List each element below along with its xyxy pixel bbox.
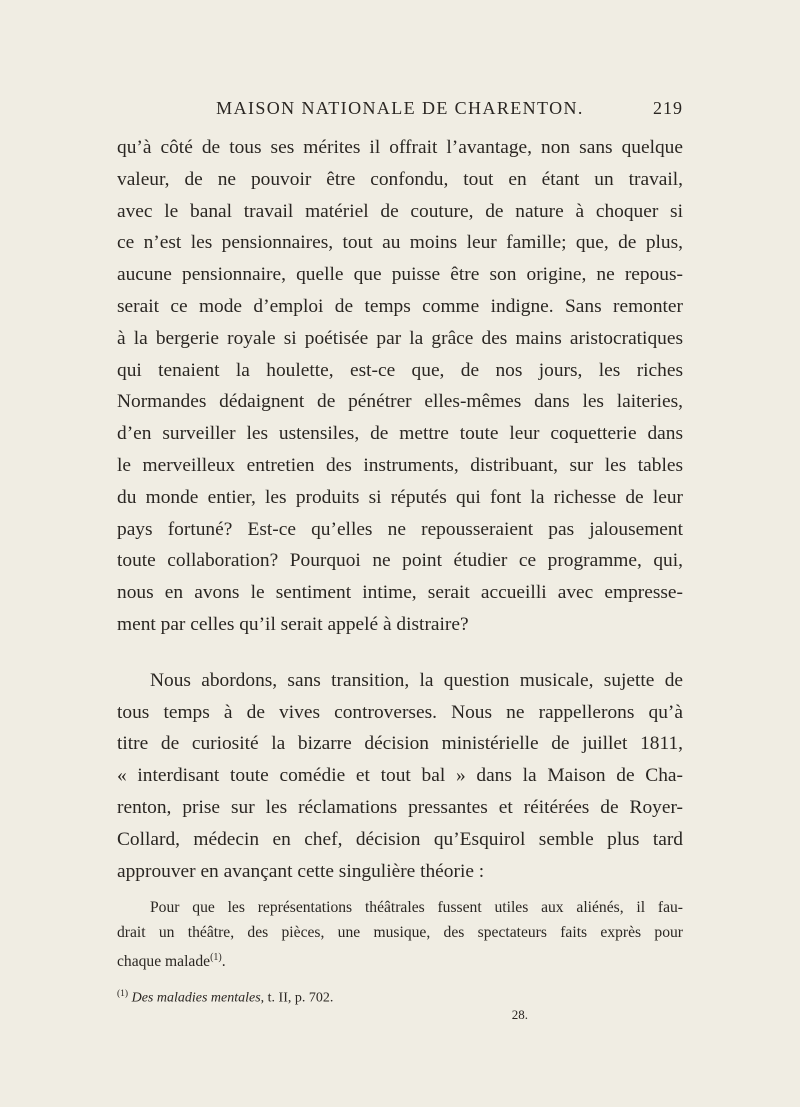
text-line: le merveilleux entretien des instruments, distribuant, sur les tables [117, 454, 683, 476]
text-line: valeur, de ne pouvoir être confondu, tout en étant un travail, [117, 168, 683, 190]
paragraph-1 [117, 132, 683, 641]
text-line: renton, prise sur les réclamations pressantes et réitérées de Royer- [117, 796, 683, 818]
text-line: Normandes dédaignent de pénétrer elles-mêmes dans les laiteries, [117, 391, 683, 413]
paragraph-2 [117, 665, 683, 888]
running-header [117, 94, 683, 126]
text-line: ment par celles qu’il serait appelé à distraire? [117, 613, 469, 635]
text-line: avec le banal travail matériel de couture, de nature à choquer si [117, 200, 683, 222]
text-line: du monde entier, les produits si réputés qui font la richesse de leur [117, 486, 683, 508]
quote-line: drait un théâtre, des pièces, une musique, des spectateurs faits exprès pour [117, 924, 683, 942]
text-line: aucune pensionnaire, quelle que puisse être son origine, ne repous- [117, 264, 683, 286]
block-quote [117, 895, 683, 970]
text-line: toute collaboration? Pourquoi ne point étudier ce programme, qui, [117, 550, 683, 572]
quote-text: chaque malade [117, 953, 211, 971]
text-line: « interdisant toute comédie et tout bal » dans la Maison de Cha- [117, 765, 683, 787]
page-number: 219 [653, 98, 683, 118]
text-line: nous en avons le sentiment intime, serait accueilli avec empresse- [117, 582, 683, 604]
text-line: tous temps à de vives controverses. Nous ne rappellerons qu’à [117, 701, 683, 723]
signature-mark: 28. [511, 1007, 528, 1023]
quote-end: . [221, 953, 226, 971]
footnote-mark: (1) [117, 989, 129, 1000]
quote-line: Pour que les représentations théâtrales fussent utiles aux aliénés, il fau- [150, 899, 683, 917]
text-line: à la bergerie royale si poétisée par la grâce des mains aristocratiques [117, 327, 683, 349]
text-line: Nous abordons, sans transition, la question musicale, sujette de [150, 669, 683, 691]
text-line: ce n’est les pensionnaires, tout au moins leur famille; que, de plus, [117, 232, 683, 254]
text-line: qu’à côté de tous ses mérites il offrait l’avantage, non sans quelque [117, 137, 683, 158]
text-line: serait ce mode d’emploi de temps comme indigne. Sans remonter [117, 295, 683, 317]
text-line: titre de curiosité la bizarre décision ministérielle de juillet 1811, [117, 733, 683, 755]
text-line: Collard, médecin en chef, décision qu’Esquirol semble plus tard [117, 828, 683, 850]
running-title: MAISON NATIONALE DE CHARENTON. [216, 98, 584, 118]
text-line: pays fortuné? Est-ce qu’elles ne repousseraient pas jalousement [117, 518, 683, 540]
footnote-reference[interactable]: (1) [210, 952, 222, 964]
text-line: approuver en avançant cette singulière théorie : [117, 860, 485, 882]
page-body [117, 132, 683, 1024]
footnote-rest: , t. II, p. 702. [260, 990, 334, 1006]
footnote [117, 982, 683, 1006]
text-line: d’en surveiller les ustensiles, de mettre toute leur coquetterie dans [117, 423, 683, 445]
text-line: qui tenaient la houlette, est-ce que, de nos jours, les riches [117, 359, 683, 381]
quote-line-last [117, 945, 683, 970]
footnote-title: Des maladies mentales [131, 990, 261, 1006]
